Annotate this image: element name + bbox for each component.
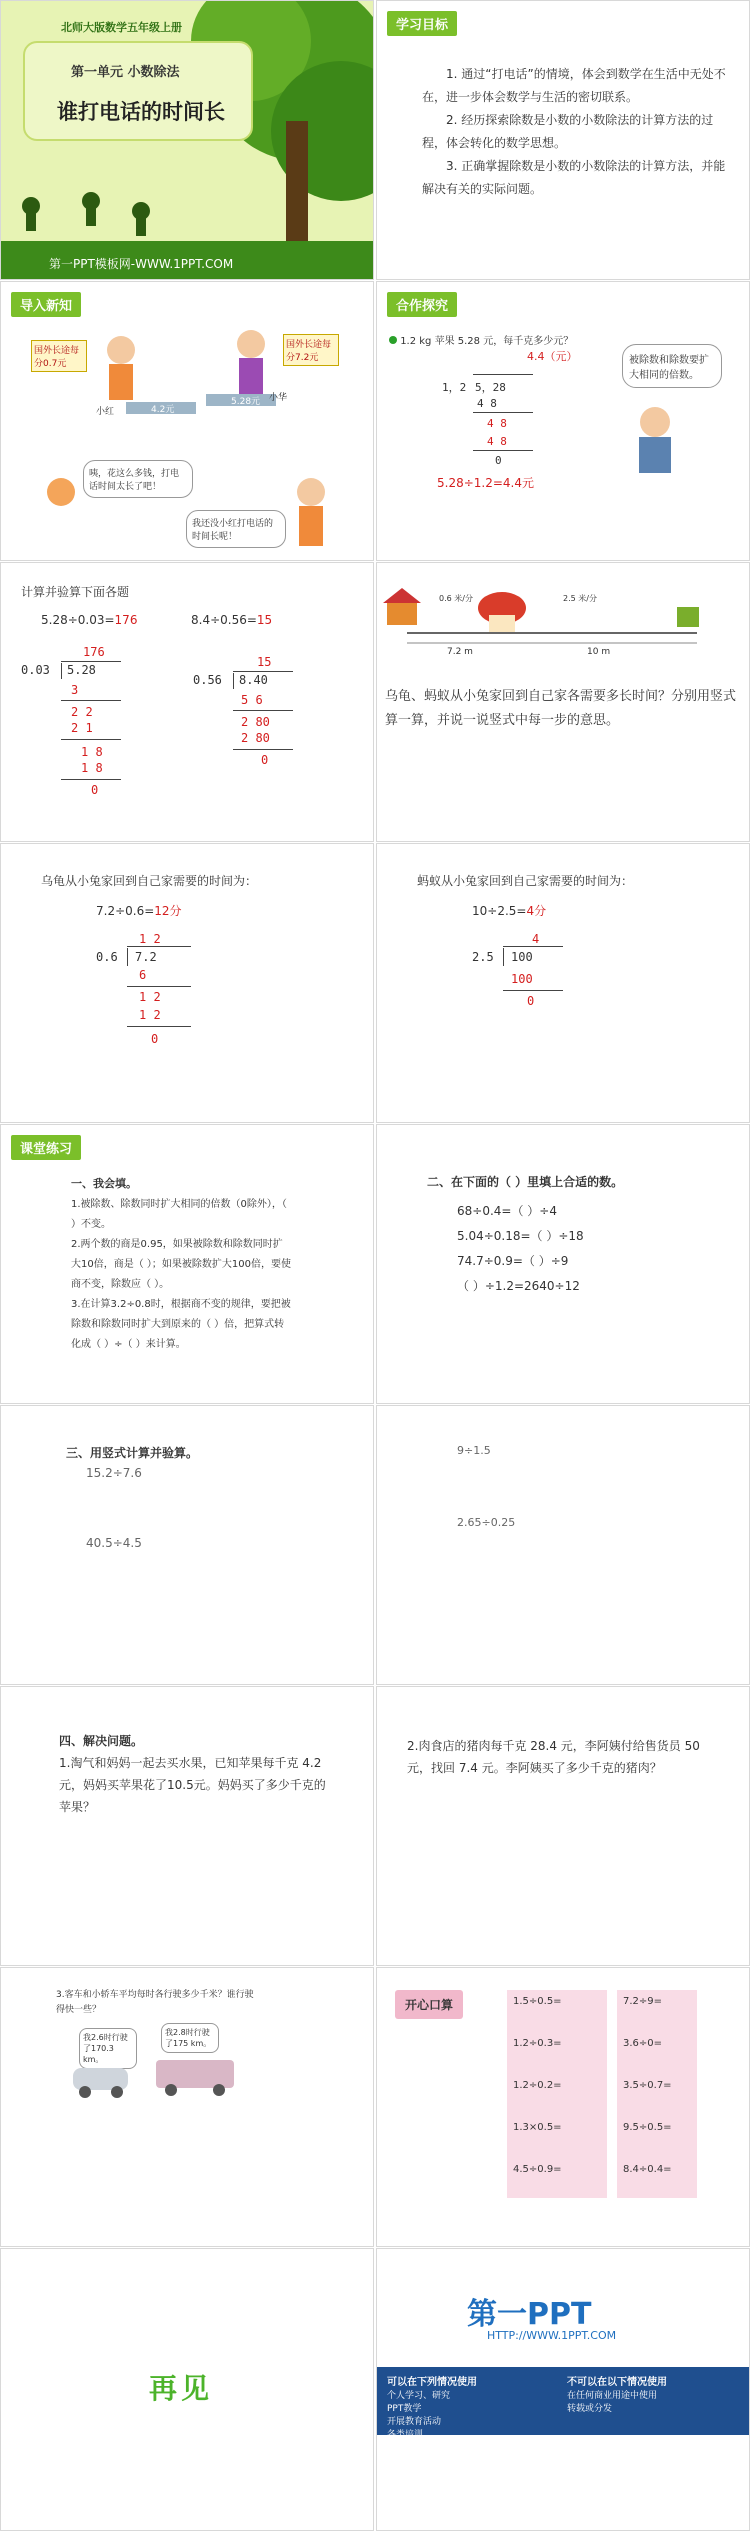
practice-item: 1.被除数、除数同时扩大相同的倍数（0除外），（ ）不变。 [71,1199,287,1230]
goal-list [422,63,732,201]
mental-item: 3.6÷0= [623,2038,663,2049]
eq-1-text: 5.28÷0.03= [41,613,115,627]
cover-slide[interactable] [0,0,374,280]
div1-step: 0 [91,783,99,797]
ant-bracket [503,948,504,966]
div2-line-1 [233,710,293,711]
turtle-answer: 12分 [154,904,182,918]
solve-problem-2: 2.肉食店的猪肉每千克 28.4 元，李阿姨付给售货员 50 元，找回 7.4 元。李阿姨买了多少千克的猪肉？ [407,1739,700,1775]
bye-text: 再见 [149,2372,214,2405]
ant-quotient: 4 [532,932,540,946]
teacher-bubble: 被除数和除数要扩大相同的倍数。 [622,344,722,388]
div1-line-1 [61,700,121,701]
vc-eq-4: 2.65÷0.25 [457,1516,516,1529]
name-xiaohua: 小华 [269,393,288,403]
turtle-quotient: 1 2 [139,932,161,946]
eq-2-text: 8.4÷0.56= [191,613,257,627]
eq-2-answer: 15 [256,613,273,627]
mental-item: 1.2÷0.2= [513,2080,562,2091]
mental-item: 4.5÷0.9= [513,2164,562,2175]
calc-slide[interactable] [0,562,374,842]
div2-divisor: 0.56 [193,673,222,687]
div2-step: 2 80 [241,715,270,729]
bus-bubble: 我2.8时行驶了175 km。 [161,2023,219,2053]
turtle-eq-text: 7.2÷0.6= [96,904,155,918]
div1-step: 2 1 [71,721,93,735]
turtle-title: 乌龟从小兔家回到自己家需要的时间为： [41,874,258,888]
practice-item: 2.两个数的商是0.95，如果被除数和除数同时扩大10倍，商是（ ）；如果被除数扩大100倍，要使商不变，除数应（ ）。 [71,1239,291,1290]
vertical-calc-slide[interactable] [0,1405,374,1685]
step-3: 4 8 [487,435,507,448]
div1-step: 3 [71,683,79,697]
practice-slide[interactable] [0,1124,374,1404]
publisher: 北师大版数学五年级上册 [61,21,182,34]
turtle-eq [96,902,182,919]
title-card [23,41,253,141]
step-4: 0 [495,454,502,467]
vc-eq-3: 9÷1.5 [457,1444,491,1457]
divisor: 1，2 [442,381,467,394]
bye-slide[interactable] [0,2248,374,2531]
fill-slide[interactable] [376,1124,750,1404]
eq-2 [191,613,272,627]
div2-step: 0 [261,753,269,767]
turtle-step: 1 2 [139,990,161,1004]
vehicle-slide[interactable] [0,1967,374,2247]
practice-item: 3.在计算3.2÷0.8时，根据商不变的规律，要把被除数和除数同时扩大到原来的（ ）倍，把算式转化成（ ）÷（ ）来计算。 [71,1299,291,1350]
vc-eq-2: 40.5÷4.5 [86,1536,142,1550]
div2-bar [233,671,293,672]
amount-1: 4.2元 [151,405,175,415]
quotient-label: 4.4（元） [527,350,578,363]
turtle-step: 6 [139,968,147,982]
fill-row: 74.7÷0.9=（ ）÷9 [457,1254,569,1268]
fill-rows [457,1199,584,1299]
dist-1: 7.2 m [447,647,473,657]
mental-item: 9.5÷0.5= [623,2122,672,2133]
turtle-bar [127,946,191,947]
practice-tag: 课堂练习 [11,1135,81,1160]
ad-col-1 [387,2373,557,2440]
div1-bar [61,661,121,662]
cover-footer: 第一PPT模板网-WWW.1PPT.COM [49,257,234,271]
vc-eq-1: 15.2÷7.6 [86,1466,142,1480]
turtle-line-1 [127,986,191,987]
ant-bar [503,946,563,947]
ant-dividend: 100 [511,950,533,964]
problem-label: 1.2 kg 苹果 5.28 元，每千克多少元？ [400,336,574,347]
div2-bracket [233,673,234,689]
intro-slide[interactable] [0,281,374,561]
goal-3: 3. 正确掌握除数是小数的小数除法的计算方法，并能解决有关的实际问题。 [422,159,726,196]
vc-heading: 三、用竖式计算并验算。 [66,1446,199,1460]
vertical-calc-slide-2[interactable] [376,1405,750,1685]
vehicles-illustration [1,1968,374,2247]
amount-2: 5.28元 [231,397,261,407]
scene-question: 乌龟、蚂蚁从小兔家回到自己家各需要多长时间？分别用竖式算一算，并说一说竖式中每一步的意思。 [385,689,737,728]
ant-slide[interactable] [376,843,750,1123]
answer: 5.28÷1.2=4.4元 [437,476,534,490]
ad-box [377,2367,750,2440]
fill-row: （ ）÷1.2=2640÷12 [457,1279,580,1293]
ant-divisor: 2.5 [472,950,494,964]
div1-dividend: 5.28 [67,663,96,677]
speech-bubble-2: 我还没小红打电话的时间长呢！ [186,510,286,548]
turtle-bracket [127,948,128,966]
turtle-step: 1 2 [139,1008,161,1022]
turtle-slide[interactable] [0,843,374,1123]
div2-step: 5 6 [241,693,263,707]
div2-dividend: 8.40 [239,673,268,687]
mental-col-1 [507,1990,607,2198]
cover-title: 谁打电话的时间长 [57,100,225,124]
turtle-step: 0 [151,1032,159,1046]
fill-row: 68÷0.4=（ ）÷4 [457,1204,557,1218]
div1-step: 2 2 [71,705,93,719]
ppt-ad-slide[interactable] [376,2248,750,2531]
solve-slide[interactable] [0,1686,374,1966]
ad-item: 各类培训 [387,2430,424,2440]
div1-line-3 [61,779,121,780]
explore-tag: 合作探究 [387,292,457,317]
mental-tag-label: 开心口算 [405,1998,454,2012]
ad-col-2 [567,2373,737,2414]
name-xiaohong: 小红 [96,407,115,417]
ad-title-2: 不可以在以下情况使用 [567,2377,667,2388]
div1-step: 1 8 [81,745,103,759]
fill-heading: 二、在下面的（ ）里填上合适的数。 [427,1175,624,1189]
ad-item: 转载或分发 [567,2404,613,2414]
ant-title: 蚂蚁从小兔家回到自己家需要的时间为： [417,874,634,888]
practice-items [71,1195,291,1355]
ad-item: 开展教育活动 [387,2417,442,2427]
solve-slide-2[interactable] [376,1686,750,1966]
bubble-rate-2: 国外长途每分7.2元 [283,334,339,366]
dist-2: 10 m [587,647,611,657]
ant-answer: 4分 [526,904,547,918]
solve-heading: 四、解决问题。 [59,1734,144,1748]
mental-math-slide[interactable] [376,1967,750,2247]
mental-item: 7.2÷9= [623,1996,663,2007]
ant-step: 0 [527,994,535,1008]
goals-tag: 学习目标 [387,11,457,36]
speed-2: 2.5 米/分 [563,594,597,603]
mental-tag [395,1990,463,2019]
ant-line [503,990,563,991]
explore-slide[interactable] [376,281,750,561]
turtle-dividend: 7.2 [135,950,157,964]
bubble-rate-1: 国外长途每分0.7元 [31,340,87,372]
mental-item: 1.2÷0.3= [513,2038,562,2049]
div2-quotient: 15 [257,655,272,669]
div1-divisor: 0.03 [21,663,50,677]
calc-title: 计算并验算下面各题 [21,585,130,599]
goal-1: 1. 通过“打电话”的情境，体会到数学在生活中无处不在，进一步体会数学与生活的密切联系。 [422,67,726,104]
practice-heading: 一、我会填。 [71,1177,137,1190]
turtle-line-2 [127,1026,191,1027]
scene-slide[interactable] [376,562,750,842]
ad-item: 个人学习、研究 [387,2391,451,2401]
dividend: 5，28 [475,381,506,394]
step-2: 4 8 [487,417,507,430]
eq-1 [41,613,137,627]
speech-bubble-1: 咦，花这么多钱，打电话时间太长了吧！ [83,460,193,498]
unit-label: 第一单元 小数除法 [71,65,180,80]
div2-line-2 [233,749,293,750]
vehicle-problem: 3.客车和小轿车平均每时各行驶多少千米？谁行驶得快一些？ [56,1990,254,2015]
mental-item: 8.4÷0.4= [623,2164,672,2175]
ant-eq-text: 10÷2.5= [472,904,527,918]
car-bubble: 我2.6时行驶了170.3 km。 [79,2028,137,2069]
mental-item: 1.3×0.5= [513,2122,562,2133]
div1-quotient: 176 [83,645,105,659]
mental-item: 1.5÷0.5= [513,1996,562,2007]
eq-1-answer: 176 [114,613,138,627]
div1-bracket [61,663,62,679]
turtle-divisor: 0.6 [96,950,118,964]
div1-line-2 [61,739,121,740]
intro-tag: 导入新知 [11,292,81,317]
div2-step: 2 80 [241,731,270,745]
ad-title-1: 可以在下列情况使用 [387,2377,477,2388]
ant-step: 100 [511,972,533,986]
fill-row: 5.04÷0.18=（ ）÷18 [457,1229,584,1243]
ad-item: PPT教学 [387,2404,422,2414]
goals-slide[interactable] [376,0,750,280]
mental-col-2 [617,1990,697,2198]
mental-item: 3.5÷0.7= [623,2080,672,2091]
teacher-illustration [377,282,750,561]
div1-step: 1 8 [81,761,103,775]
speed-1: 0.6 米/分 [439,594,473,603]
ad-item: 在任何商业用途中使用 [567,2391,658,2401]
step-1: 4 8 [477,397,497,410]
ppt-url: HTTP://WWW.1PPT.COM [487,2329,617,2342]
goal-2: 2. 经历探索除数是小数的小数除法的计算方法的过程，体会转化的数学思想。 [422,113,714,150]
solve-problem-1: 1.淘气和妈妈一起去买水果，已知苹果每千克 4.2 元，妈妈买苹果花了10.5元。妈妈买了多少千克的苹果？ [59,1756,326,1814]
ant-eq [472,902,546,919]
ppt-logo: 第一PPT [467,2297,592,2332]
